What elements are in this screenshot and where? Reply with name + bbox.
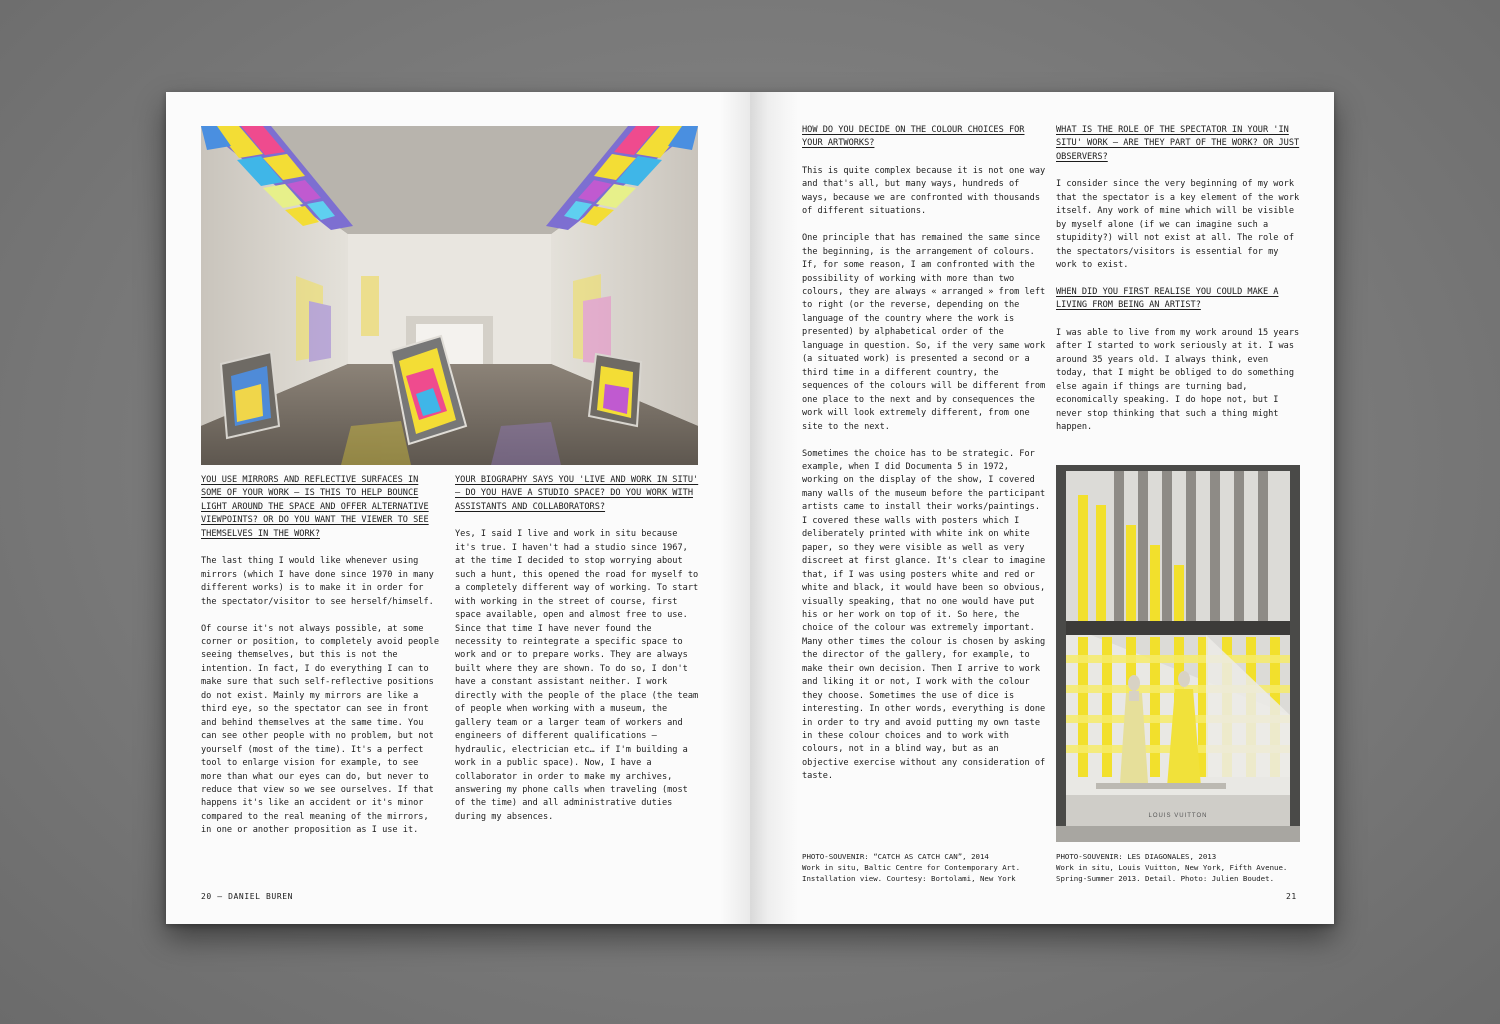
- shop-sign-text: LOUIS VUITTON: [1148, 813, 1208, 819]
- caption-title: PHOTO-SOUVENIR: LES DIAGONALES, 2013: [1056, 852, 1217, 861]
- caption-line: Spring-Summer 2013. Detail. Photo: Julien Boudet.: [1056, 873, 1275, 883]
- page-folio-left: 20 – DANIEL BUREN: [201, 892, 294, 901]
- photo-caption-catch-as-catch-can: [802, 852, 1052, 884]
- answer-paragraph: The last thing I would like whenever using mirrors (which I have done since 1970 in many different works) is to make it in order for the spectator/visitor to see herself/himself.: [201, 556, 434, 607]
- answer-paragraph: I consider since the very beginning of my work that the spectator is a key element of the work itself. Any work of mine which will be visible by myself alone (if we can imagine such a stupidity?) will not exist at all. The role of the spectators/visitors is essential for my work to exist.: [1056, 179, 1300, 271]
- right-column-1: [802, 124, 1046, 797]
- caption-title: PHOTO-SOUVENIR: “CATCH AS CATCH CAN”, 2014: [802, 852, 989, 861]
- answer-paragraph: I was able to live from my work around 15 years after I started to work seriously at it. I was around 35 years old. I always think, even today, that I might be obliged to do something else again if things are turning bad, economically speaking. I do hope not, but I never stop thinking that such a thing might happen.: [1056, 327, 1300, 433]
- question-heading: WHAT IS THE ROLE OF THE SPECTATOR IN YOUR 'IN SITU' WORK – ARE THEY PART OF THE WORK? OR JUST OBSERVERS?: [1056, 125, 1300, 162]
- gallery-installation-photo: [201, 126, 698, 465]
- caption-line: Work in situ, Baltic Centre for Contemporary Art.: [802, 862, 1021, 872]
- caption-line: Work in situ, Louis Vuitton, New York, Fifth Avenue.: [1056, 862, 1288, 872]
- answer-paragraph: Of course it's not always possible, at some corner or position, to completely avoid people seeing themselves, but this is not the intention. In fact, I do everything I can to make sure that such self-reflective positions do not exist. Mainly my mirrors are like a third eye, so the spectator can see in front and behind themselves at the same time. You can see other people with no problem, but not yourself (most of the time). It's a perfect tool to enlarge vision for example, to see more than what our eyes can do, but never to reduce that view so we see ourselves. If that happens it's like an accident or it's minor compared to the real meaning of the mirrors, in one or another proposition as I use it.: [201, 623, 439, 836]
- question-heading: WHEN DID YOU FIRST REALISE YOU COULD MAKE A LIVING FROM BEING AN ARTIST?: [1056, 287, 1279, 311]
- shop-window-photo: [1056, 465, 1300, 842]
- answer-paragraph: Yes, I said I live and work in situ because it's true. I haven't had a studio since 1967, at the time I decided to stop worrying about such a hunt, this opened the road for myself to a completely different way of working. To start with working in the street of course, first space available, open and almost free to use. Since that time I have never found the necessity to reintegrate a specific space to work and or to prepare works. They are always built where they are shown. To do so, I don't have a constant assistant neither. I work directly with the people of the place (the team of people when working with a museum, the gallery team or a larger team of workers and engineers of different qualifications –hydraulic, electrician etc… if I'm building a work in a public space). Now, I have a collaborator in order to make my archives, answering my phone calls when traveling (most of the time) and all administrative duties during my absences.: [455, 529, 699, 822]
- page-folio-right: 21: [1286, 892, 1297, 901]
- caption-line: Installation view. Courtesy: Bortolami, New York: [802, 873, 1016, 883]
- magazine-spread: [166, 92, 1334, 924]
- question-heading: YOU USE MIRRORS AND REFLECTIVE SURFACES IN SOME OF YOUR WORK – IS THIS TO HELP BOUNCE LIGHT AROUND THE SPACE AND OFFER ALTERNATIVE VIEWPOINTS? OR DO YOU WANT THE VIEWER TO SEE THEMSELVES IN THE WORK?: [201, 475, 429, 539]
- left-column-2: [455, 474, 699, 838]
- right-column-2: [1056, 124, 1300, 448]
- left-page: [166, 92, 750, 924]
- answer-paragraph: This is quite complex because it is not one way and that's all, but many ways, hundreds of ways, because we are confronted with thousands of different situations.: [802, 165, 1046, 217]
- question-heading: YOUR BIOGRAPHY SAYS YOU 'LIVE AND WORK IN SITU' – DO YOU HAVE A STUDIO SPACE? DO YOU WORK WITH ASSISTANTS AND COLLABORATORS?: [455, 475, 699, 512]
- question-heading: HOW DO YOU DECIDE ON THE COLOUR CHOICES FOR YOUR ARTWORKS?: [802, 125, 1025, 149]
- answer-paragraph: Sometimes the choice has to be strategic. For example, when I did Documenta 5 in 1972, working on the display of the show, I covered many walls of the museum before the participant artists came to install their works/paintings. I covered these walls with posters which I deliberately printed with white ink on white paper, so they were visible as well as very discreet at first glance. It's clear to imagine that, if I was using posters white and red or white and black, it would have been so obvious, visually speaking, that no one would have put his or her work on top of it. So here, the choice of the colour was extremely important. Many other times the colour is chosen by asking the director of the gallery, for example, to make their own decision. Then I arrive to work and liking it or not, I work with the colour they choose. Sometimes the use of dice is interesting. In other words, everything is done in order to try and avoid putting my own taste in these colour choices and to work with colours, not in a blind way, but as an objective exercise without any consideration of taste.: [802, 448, 1046, 782]
- photo-caption-les-diagonales: [1056, 852, 1306, 884]
- answer-paragraph: One principle that has remained the same since the beginning, is the arrangement of colours. If, for some reason, I am confronted with the possibility of working with more than two colours, they are always « arranged » from left to right (or the reverse, depending on the language of the country where the work is presented) by alphabetical order of the language in question. So, if the very same work (a situated work) is presented a second or a third time in a different country, the sequences of the colours will be different from one place to the next and by consequences the work will look extremely different, from one site to the next.: [802, 233, 1046, 432]
- left-column-1: [201, 474, 441, 851]
- right-page: [750, 92, 1334, 924]
